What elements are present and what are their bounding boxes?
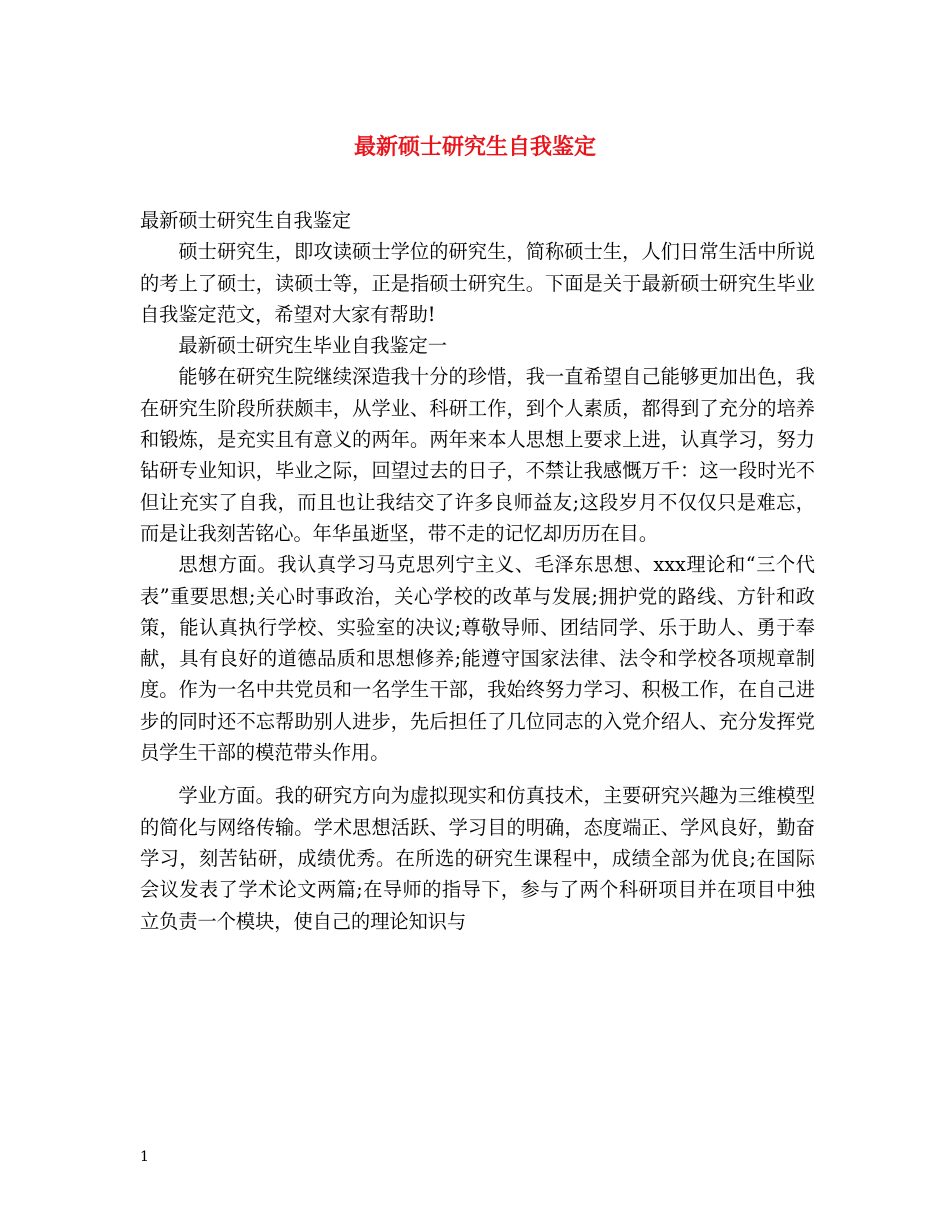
intro-paragraph: 硕士研究生，即攻读硕士学位的研究生，简称硕士生，人们日常生活中所说的考上了硕士，读硕士等，正是指硕士研究生。下面是关于最新硕士研究生毕业自我鉴定范文，希望对大家有帮助!: [140, 240, 815, 326]
paragraph-ideology: 思想方面。我认真学习马克思列宁主义、毛泽东思想、xxx理论和“三个代表”重要思想;关心时事政治，关心学校的改革与发展;拥护党的路线、方针和政策，能认真执行学校、实验室的决议;尊敬导师、团结同学、乐于助人、勇于奉献，具有良好的道德品质和思想修养;能遵守国家法律、法令和学校各项规章制度。作为一名中共党员和一名学生干部，我始终努力学习、积极工作，在自己进步的同时还不忘帮助别人进步，先后担任了几位同志的入党介绍人、充分发挥党员学生干部的模范带头作用。: [140, 553, 815, 765]
paragraph-overview: 能够在研究生院继续深造我十分的珍惜，我一直希望自己能够更加出色，我在研究生阶段所获颇丰，从学业、科研工作，到个人素质，都得到了充分的培养和锻炼，是充实且有意义的两年。两年来本人思想上要求上进，认真学习，努力钻研专业知识，毕业之际，回望过去的日子，不禁让我感慨万千：这一段时光不但让充实了自我，而且也让我结交了许多良师益友;这段岁月不仅仅只是难忘，而是让我刻苦铭心。年华虽逝坚，带不走的记忆却历历在目。: [140, 365, 815, 545]
body-heading: 最新硕士研究生自我鉴定: [140, 209, 352, 232]
page-number: 1: [140, 1149, 149, 1165]
section-heading: 最新硕士研究生毕业自我鉴定一: [178, 334, 448, 358]
paragraph-academics: 学业方面。我的研究方向为虚拟现实和仿真技术，主要研究兴趣为三维模型的简化与网络传输。学术思想活跃、学习目的明确，态度端正、学风良好，勤奋学习，刻苦钻研，成绩优秀。在所选的研究生课程中，成绩全部为优良;在国际会议发表了学术论文两篇;在导师的指导下，参与了两个科研项目并在项目中独立负责一个模块，使自己的理论知识与: [140, 784, 815, 933]
document-body: [140, 205, 815, 937]
document-title: 最新硕士研究生自我鉴定: [353, 134, 596, 160]
